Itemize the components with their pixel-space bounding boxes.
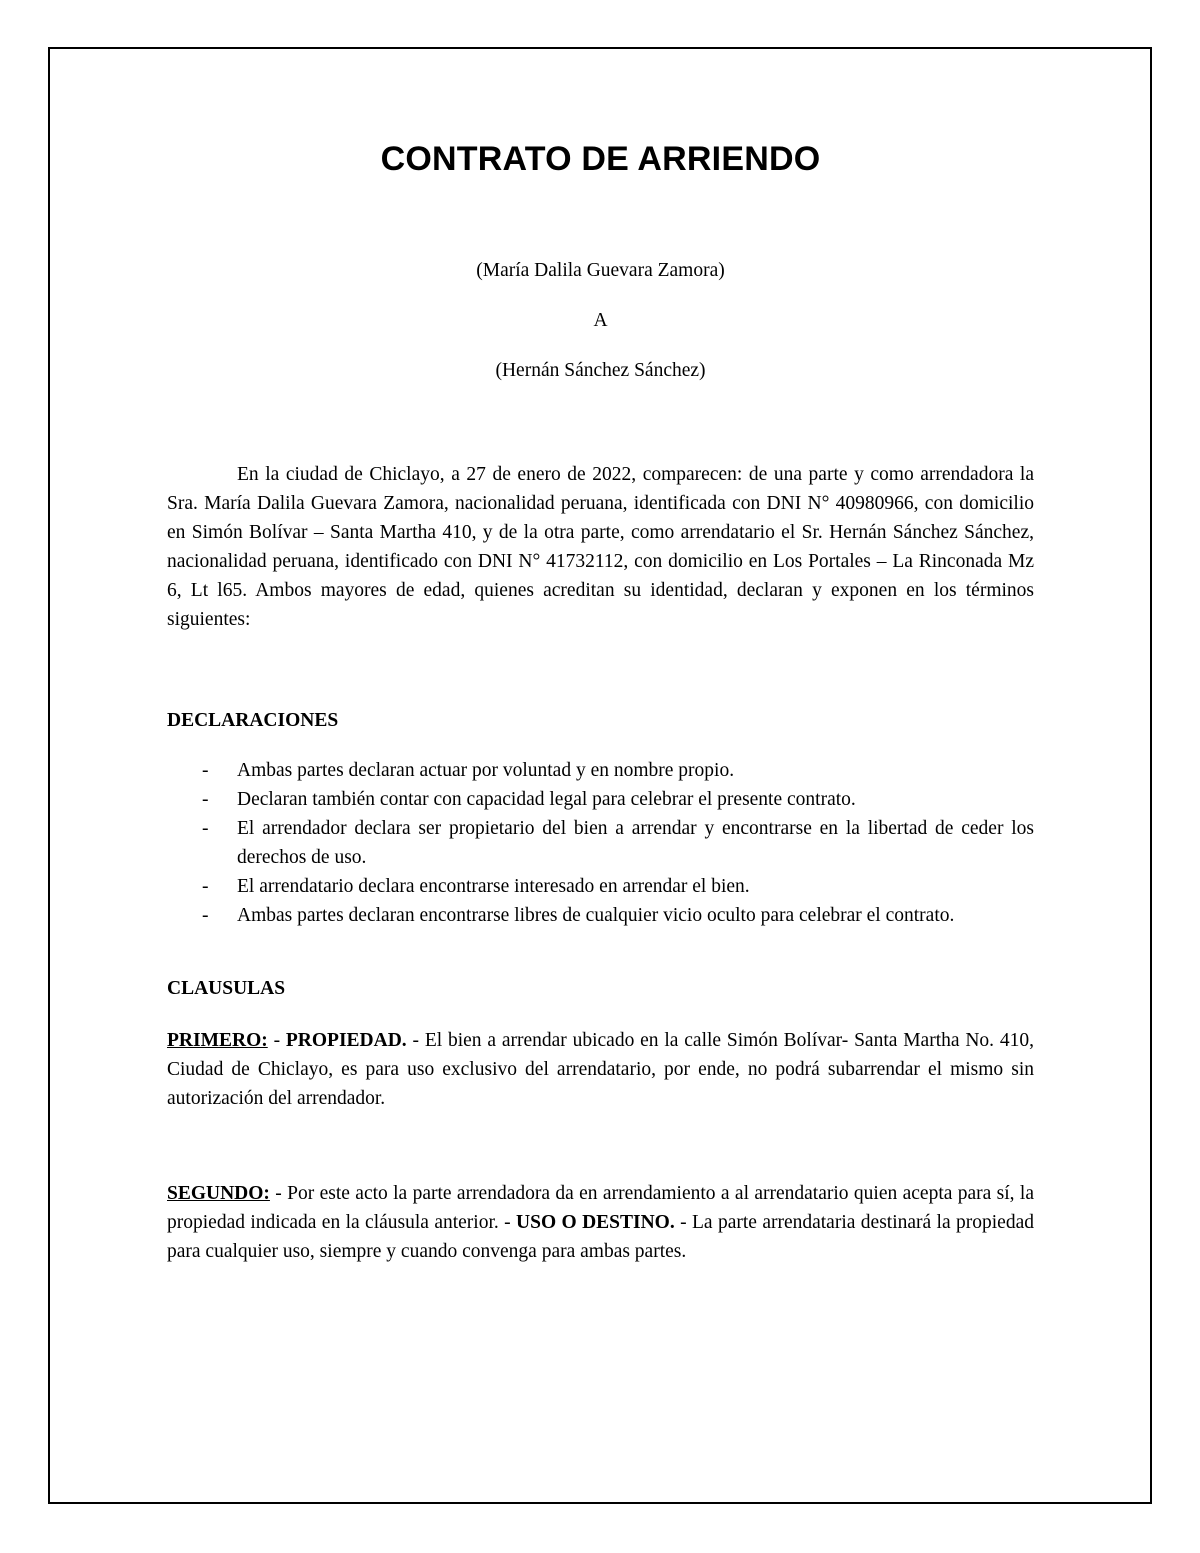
clause-second-label: SEGUNDO: <box>167 1183 270 1204</box>
declaration-item <box>167 785 1034 814</box>
clause-first-label: PRIMERO: <box>167 1030 268 1051</box>
clause-second-text-a: - Por este acto la parte arrendadora da en arrendamiento a al arrendatario quien acepta para sí, la propiedad indicada en la cláusula anterior. - <box>167 1183 1034 1233</box>
clause-second-text-b: - La parte arrendataria destinará la propiedad para cualquier uso, siempre y cuando convenga para ambas partes. <box>167 1212 1034 1262</box>
bullet-dash: - <box>202 789 209 810</box>
clauses-heading: CLAUSULAS <box>167 978 286 999</box>
party-separator: A <box>593 310 608 331</box>
party-lessee: (Hernán Sánchez Sánchez) <box>495 360 706 381</box>
bullet-dash: - <box>202 905 209 926</box>
declaration-item <box>167 756 1034 785</box>
declaration-text: El arrendatario declara encontrarse interesado en arrendar el bien. <box>237 876 750 897</box>
bullet-dash: - <box>202 818 209 839</box>
declaration-item <box>167 814 1034 872</box>
clause-first <box>167 1026 1034 1113</box>
declaration-item <box>167 901 1034 930</box>
clause-first-title: PROPIEDAD. <box>285 1030 407 1051</box>
declaration-text: Ambas partes declaran actuar por voluntad y en nombre propio. <box>237 760 735 781</box>
declaration-text: Ambas partes declaran encontrarse libres de cualquier vicio oculto para celebrar el contrato. <box>237 905 955 926</box>
intro-paragraph: En la ciudad de Chiclayo, a 27 de enero de 2022, comparecen: de una parte y como arrendadora la Sra. María Dalila Guevara Zamora, nacionalidad peruana, identificada con DNI N° 40980966, con domicilio en Simón Bolívar – Santa Martha 410, y de la otra parte, como arrendatario el Sr. Hernán Sánchez Sánchez, nacionalidad peruana, identificado con DNI N° 41732112, con domicilio en Los Portales – La Rinconada Mz 6, Lt l65. Ambos mayores de edad, quienes acreditan su identidad, declaran y exponen en los términos siguientes: <box>167 464 1034 630</box>
declaration-item <box>167 872 1034 901</box>
declaration-text: El arrendador declara ser propietario del bien a arrendar y encontrarse en la libertad de ceder los derechos de uso. <box>237 818 1034 868</box>
clause-second <box>167 1179 1034 1266</box>
document-body <box>167 140 1034 1266</box>
declarations-list <box>167 756 1034 930</box>
party-lessor: (María Dalila Guevara Zamora) <box>476 260 725 281</box>
clause-first-text: - El bien a arrendar ubicado en la calle Simón Bolívar- Santa Martha No. 410, Ciudad de Chiclayo, es para uso exclusivo del arrendatario, por ende, no podrá subarrendar el mismo sin autorización del arrendador. <box>167 1030 1034 1109</box>
declaration-text: Declaran también contar con capacidad legal para celebrar el presente contrato. <box>237 789 856 810</box>
declarations-heading: DECLARACIONES <box>167 710 339 731</box>
clause-first-sep: - <box>267 1030 286 1051</box>
clause-second-title: USO O DESTINO. <box>516 1212 675 1233</box>
document-title: CONTRATO DE ARRIENDO <box>380 140 821 178</box>
bullet-dash: - <box>202 760 209 781</box>
bullet-dash: - <box>202 876 209 897</box>
